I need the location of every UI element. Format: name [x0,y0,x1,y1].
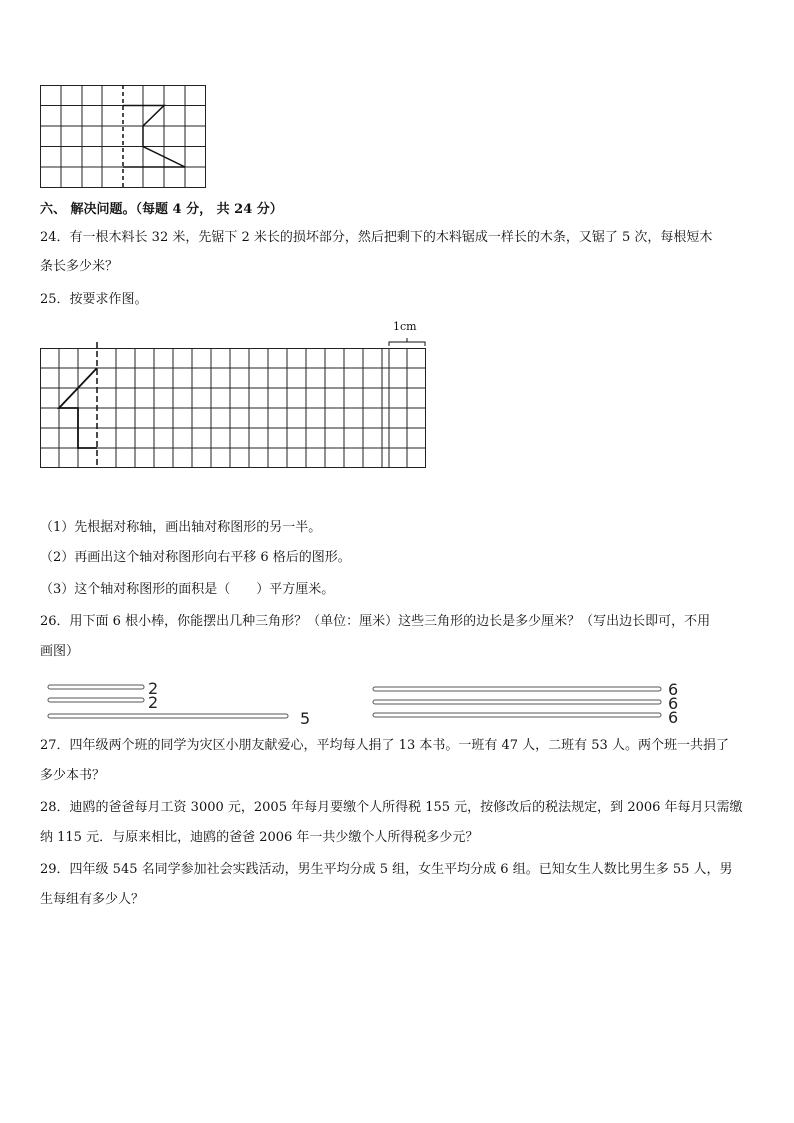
q28-line2: 纳 115 元．与原来相比，迪鸥的爸爸 2006 年一共少缴个人所得税多少元？ [40,830,479,845]
q26-sticks [40,678,700,728]
q29-line2: 生每组有多少人？ [40,892,145,907]
scale-label: 1cm [393,320,417,333]
top-grid-figure [40,85,208,190]
stick-label-right-3: 6 [668,708,679,727]
stick-right-3 [373,713,661,717]
q29-line1: 29．四年级 545 名同学参加社会实践活动，男生平均分成 5 组，女生平均分成 6 组。已知女生人数比男生多 55 人，男 [40,862,733,877]
q24-line2: 条长多少米？ [40,259,119,274]
scale-bracket [389,342,425,346]
stick-label-left-2: 2 [148,693,159,712]
stick-label-left-1: 2 [148,679,159,698]
stick-label-right-2: 6 [668,694,679,713]
stick-label-left-3: 5 [300,709,311,728]
stick-left-1 [48,685,144,689]
q26-line1: 26．用下面 6 根小棒，你能摆出几种三角形？（单位：厘米）这些三角形的边长是多少厘米？（写出边长即可，不用 [40,614,711,629]
q28-line1: 28．迪鸥的爸爸每月工资 3000 元，2005 年每月要缴个人所得税 155 元，按修改后的税法规定，到 2006 年每月只需缴 [40,800,743,815]
q25-grid-figure [40,332,430,472]
q26-line2: 画图） [40,644,80,659]
q25-sub3: （3）这个轴对称图形的面积是（ ）平方厘米。 [40,582,335,597]
stick-left-2 [48,698,144,702]
stick-right-1 [373,687,661,691]
q25-title: 25．按要求作图。 [40,292,148,307]
stick-label-right-1: 6 [668,680,679,699]
q25-sub1: （1）先根据对称轴，画出轴对称图形的另一半。 [40,520,322,535]
stick-right-2 [373,700,661,704]
stick-left-3 [48,714,288,718]
q27-line2: 多少本书？ [40,768,106,783]
section-heading: 六、 解决问题。（每题 4 分， 共 24 分） [40,202,283,217]
q27-line1: 27．四年级两个班的同学为灾区小朋友献爱心，平均每人捐了 13 本书。一班有 47 人，二班有 53 人。两个班一共捐了 [40,738,729,753]
half-shape [123,106,185,168]
q25-sub2: （2）再画出这个轴对称图形向右平移 6 格后的图形。 [40,550,351,565]
q24-line1: 24．有一根木料长 32 米，先锯下 2 米长的损坏部分，然后把剩下的木料锯成一样长的木条，又锯了 5 次，每根短木 [40,230,713,245]
